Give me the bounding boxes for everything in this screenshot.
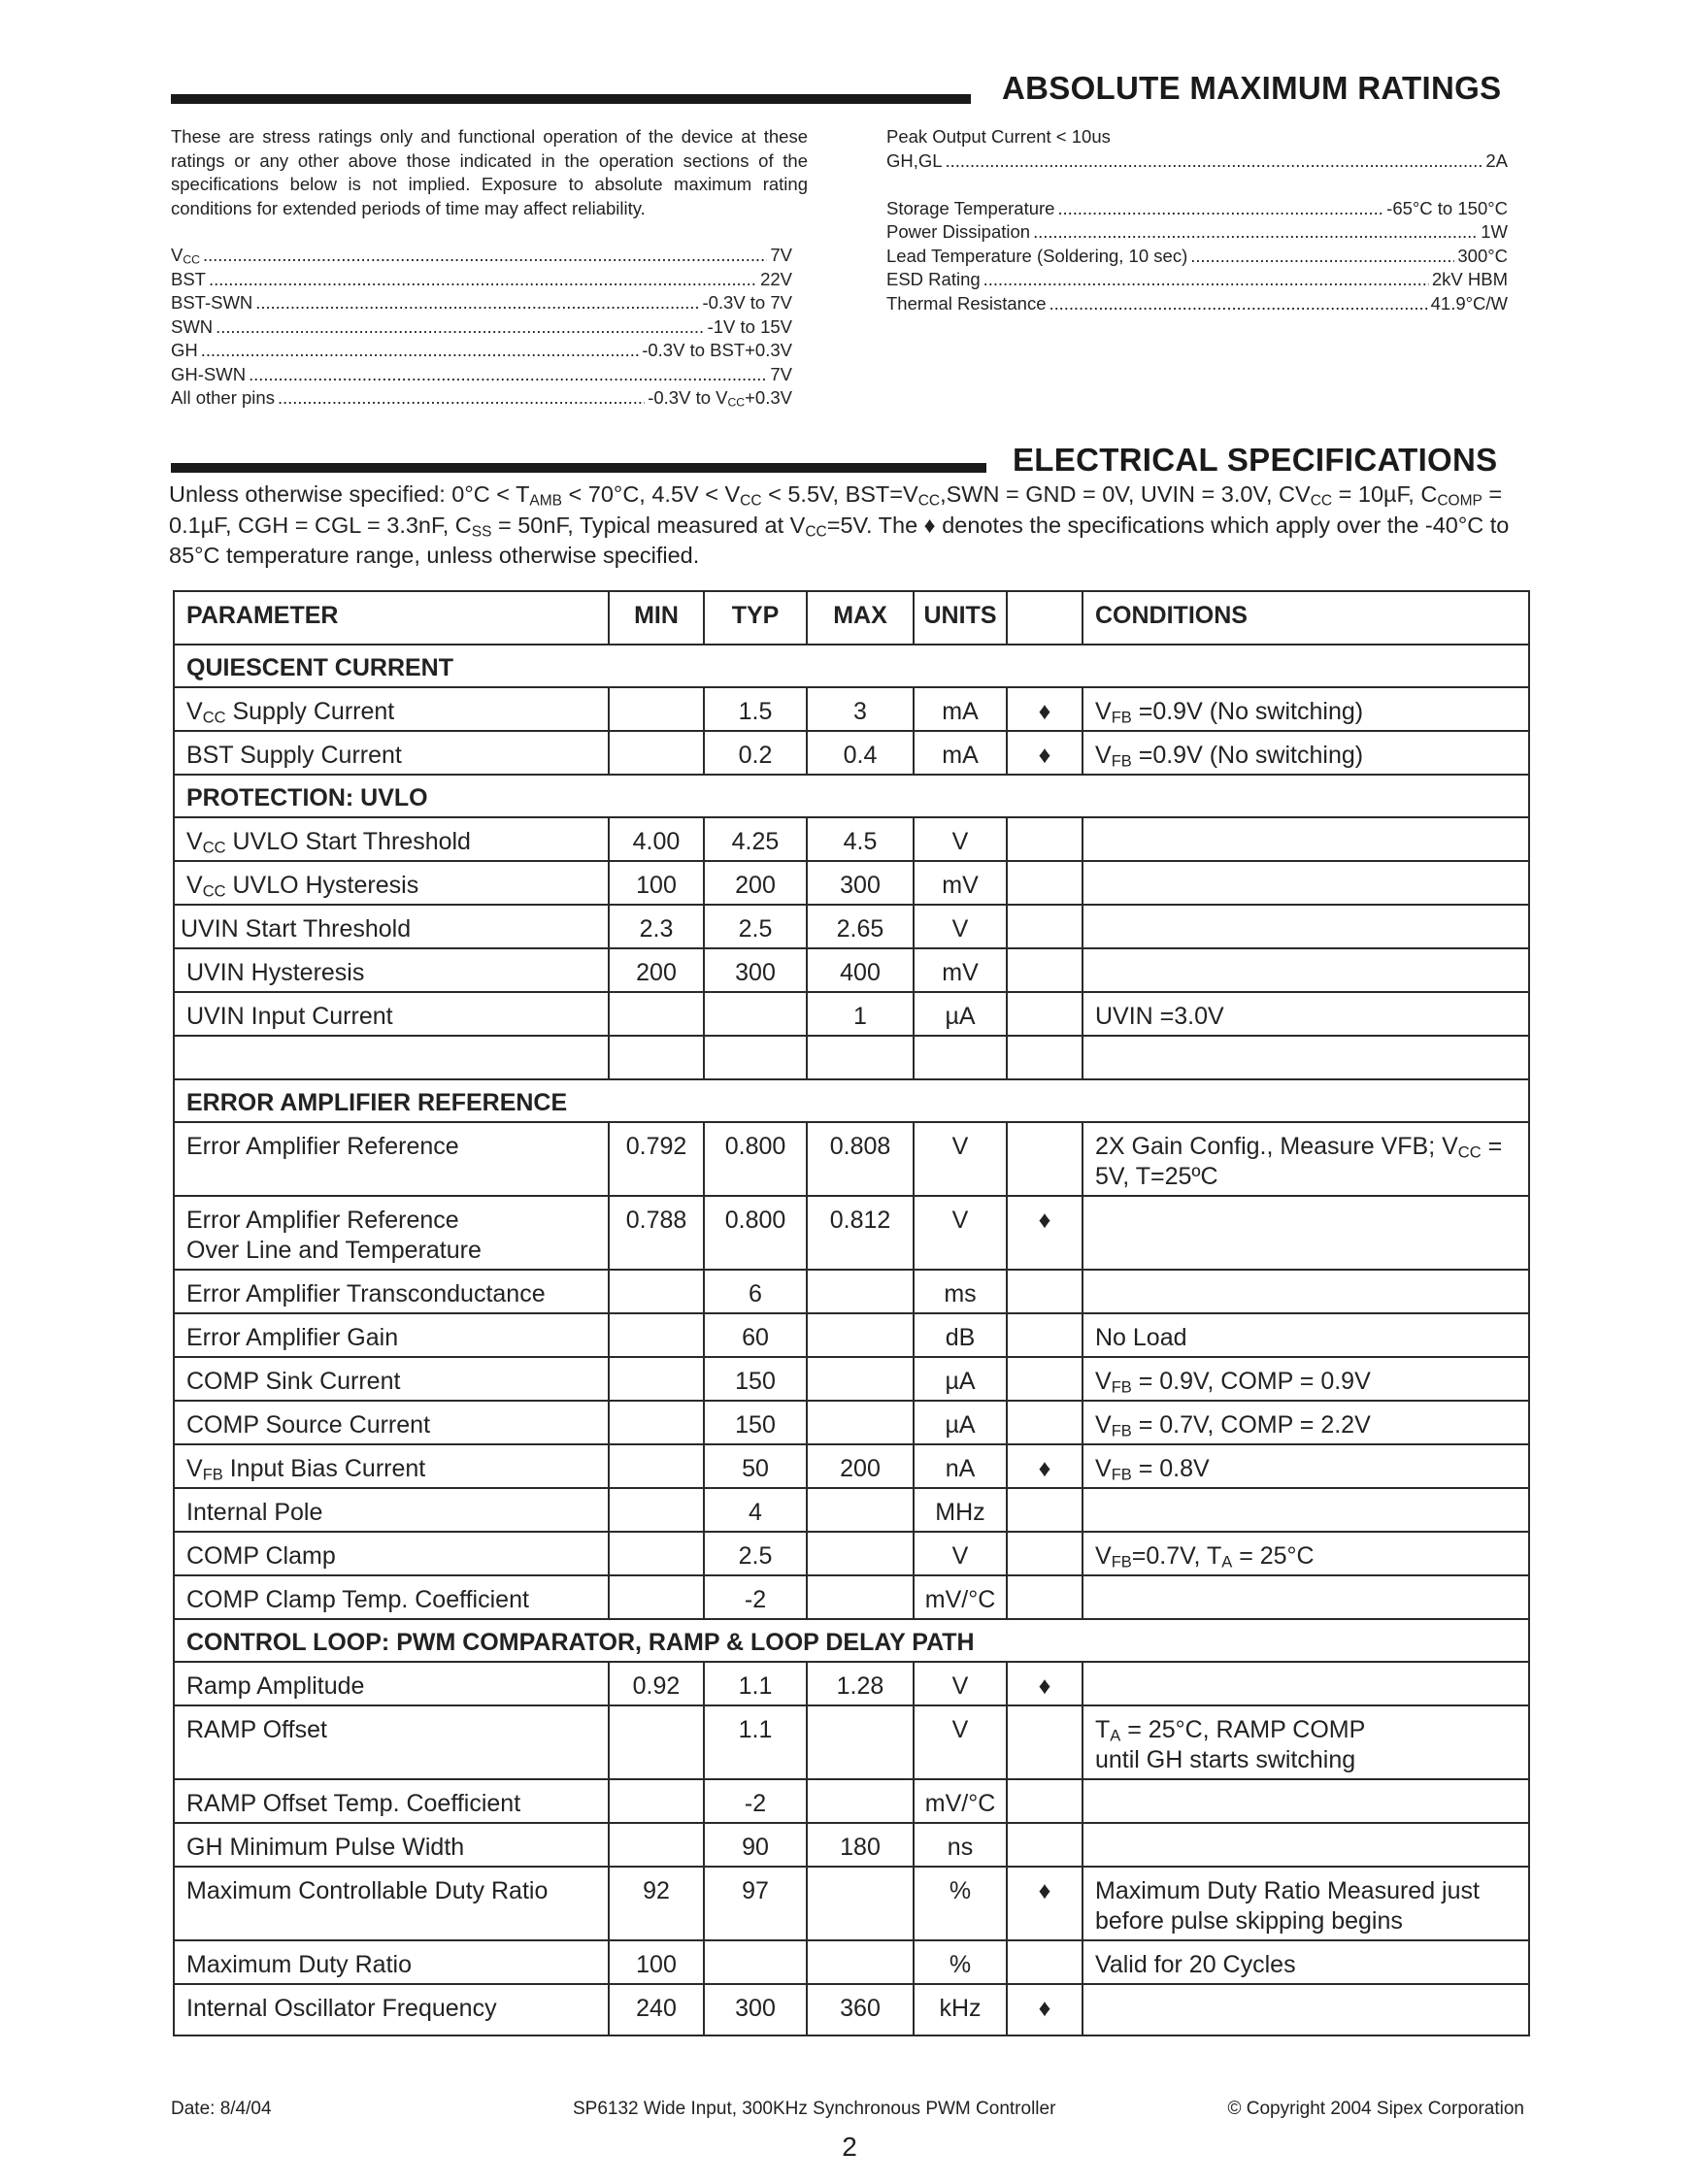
abs-max-title: ABSOLUTE MAXIMUM RATINGS bbox=[1002, 70, 1502, 106]
units-cell: V bbox=[914, 1532, 1007, 1575]
units-cell: kHz bbox=[914, 1984, 1007, 2035]
conditions-cell bbox=[1083, 1823, 1529, 1867]
min-cell bbox=[609, 1575, 704, 1619]
table-row bbox=[174, 1940, 1529, 1984]
conditions-cell: $V_{FB} =0.9V$ (No switching) bbox=[1083, 687, 1529, 731]
max-cell bbox=[807, 1575, 914, 1619]
table-section-row bbox=[174, 645, 1529, 687]
electrical-spec-table bbox=[173, 590, 1530, 2036]
page-number: 2 bbox=[842, 2132, 857, 2162]
abs-max-left-list bbox=[171, 244, 792, 411]
max-cell: 0.4 bbox=[807, 731, 914, 775]
temp-range-mark bbox=[1007, 1036, 1083, 1079]
param-cell: GH Minimum Pulse Width bbox=[174, 1823, 609, 1867]
rating-value: -0.3V to BST+0.3V bbox=[642, 340, 792, 360]
abs-max-right-list bbox=[886, 125, 1508, 315]
temp-range-mark: ♦ bbox=[1007, 1662, 1083, 1705]
min-cell bbox=[609, 1401, 704, 1444]
elec-header-rule bbox=[171, 463, 986, 473]
abs-max-row bbox=[886, 268, 1508, 292]
min-cell: 100 bbox=[609, 1940, 704, 1984]
col-header-min: MIN bbox=[609, 591, 704, 645]
param-cell: UVIN Hysteresis bbox=[174, 948, 609, 992]
max-cell: 180 bbox=[807, 1823, 914, 1867]
units-cell: dB bbox=[914, 1313, 1007, 1357]
units-cell: mV bbox=[914, 861, 1007, 905]
max-cell: 0.808 bbox=[807, 1122, 914, 1196]
temp-range-mark bbox=[1007, 1532, 1083, 1575]
param-cell: Error Amplifier Transconductance bbox=[174, 1270, 609, 1313]
max-cell bbox=[807, 1779, 914, 1823]
units-cell: V bbox=[914, 1122, 1007, 1196]
typ-cell: 1.1 bbox=[704, 1705, 807, 1779]
temp-range-mark bbox=[1007, 1823, 1083, 1867]
temp-range-mark bbox=[1007, 1313, 1083, 1357]
table-row bbox=[174, 1488, 1529, 1532]
units-cell: mA bbox=[914, 687, 1007, 731]
abs-max-row bbox=[886, 245, 1508, 269]
min-cell bbox=[609, 1270, 704, 1313]
param-cell: Maximum Controllable Duty Ratio bbox=[174, 1867, 609, 1940]
conditions-cell bbox=[1083, 905, 1529, 948]
conditions-cell bbox=[1083, 1662, 1529, 1705]
max-cell bbox=[807, 1867, 914, 1940]
max-cell: 400 bbox=[807, 948, 914, 992]
max-cell bbox=[807, 1401, 914, 1444]
conditions-cell: 2X Gain Config., Measure VFB; $V_{CC} = 5V$, T=25ºC bbox=[1083, 1122, 1529, 1196]
temp-range-mark bbox=[1007, 1401, 1083, 1444]
typ-cell: -2 bbox=[704, 1779, 807, 1823]
max-cell bbox=[807, 1488, 914, 1532]
conditions-cell: $V_{FB} = 0.9V$, COMP = 0.9V bbox=[1083, 1357, 1529, 1401]
col-header-conditions: CONDITIONS bbox=[1083, 591, 1529, 645]
conditions-cell bbox=[1083, 817, 1529, 861]
table-row bbox=[174, 1122, 1529, 1196]
conditions-cell: $V_{FB} = 0.8V$ bbox=[1083, 1444, 1529, 1488]
max-cell: 300 bbox=[807, 861, 914, 905]
conditions-cell: $V_{FB} =0.9V$ (No switching) bbox=[1083, 731, 1529, 775]
min-cell bbox=[609, 1779, 704, 1823]
param-cell: UVIN Start Threshold bbox=[174, 905, 609, 948]
max-cell: 1.28 bbox=[807, 1662, 914, 1705]
max-cell: 200 bbox=[807, 1444, 914, 1488]
param-cell: Error Amplifier Reference bbox=[174, 1122, 609, 1196]
abs-max-row bbox=[886, 292, 1508, 316]
units-cell: mV bbox=[914, 948, 1007, 992]
units-cell: µA bbox=[914, 1357, 1007, 1401]
table-row bbox=[174, 1779, 1529, 1823]
table-section-row bbox=[174, 775, 1529, 817]
rating-value: 300°C bbox=[1457, 245, 1508, 266]
units-cell: mV/°C bbox=[914, 1575, 1007, 1619]
abs-max-row bbox=[171, 291, 792, 315]
conditions-cell: No Load bbox=[1083, 1313, 1529, 1357]
max-cell bbox=[807, 1705, 914, 1779]
param-cell bbox=[174, 1036, 609, 1079]
conditions-cell: $V_{FB} = 0.7V$, COMP = 2.2V bbox=[1083, 1401, 1529, 1444]
conditions-cell: Maximum Duty Ratio Measured just before pulse skipping begins bbox=[1083, 1867, 1529, 1940]
param-cell: Maximum Duty Ratio bbox=[174, 1940, 609, 1984]
min-cell: 240 bbox=[609, 1984, 704, 2035]
min-cell: 2.3 bbox=[609, 905, 704, 948]
rating-value: 22V bbox=[760, 268, 792, 289]
min-cell bbox=[609, 1444, 704, 1488]
temp-range-mark: ♦ bbox=[1007, 1196, 1083, 1270]
temp-range-mark bbox=[1007, 861, 1083, 905]
leader-dots bbox=[1190, 245, 1454, 269]
section-title: CONTROL LOOP: PWM COMPARATOR, RAMP & LOOP DELAY PATH bbox=[174, 1619, 1529, 1662]
table-row bbox=[174, 1867, 1529, 1940]
section-title: PROTECTION: UVLO bbox=[174, 775, 1529, 817]
rating-label: BST bbox=[171, 268, 206, 289]
conditions-cell: Valid for 20 Cycles bbox=[1083, 1940, 1529, 1984]
leader-dots bbox=[946, 149, 1483, 174]
table-row bbox=[174, 817, 1529, 861]
units-cell: MHz bbox=[914, 1488, 1007, 1532]
max-cell: 1 bbox=[807, 992, 914, 1036]
footer-copyright: © Copyright 2004 Sipex Corporation bbox=[1227, 2099, 1524, 2119]
units-cell: % bbox=[914, 1867, 1007, 1940]
table-row bbox=[174, 1662, 1529, 1705]
leader-dots bbox=[249, 363, 767, 387]
table-row bbox=[174, 1036, 1529, 1079]
leader-dots bbox=[216, 315, 704, 340]
min-cell bbox=[609, 1313, 704, 1357]
temp-range-mark bbox=[1007, 1779, 1083, 1823]
param-cell: RAMP Offset bbox=[174, 1705, 609, 1779]
min-cell: 0.788 bbox=[609, 1196, 704, 1270]
rating-label: BST-SWN bbox=[171, 292, 253, 313]
temp-range-mark bbox=[1007, 992, 1083, 1036]
rating-label: Thermal Resistance bbox=[886, 292, 1047, 314]
rating-value: 2A bbox=[1485, 149, 1508, 171]
rating-value: -1V to 15V bbox=[707, 315, 792, 337]
min-cell bbox=[609, 687, 704, 731]
min-cell: 100 bbox=[609, 861, 704, 905]
typ-cell: 6 bbox=[704, 1270, 807, 1313]
table-row bbox=[174, 1270, 1529, 1313]
min-cell bbox=[609, 1036, 704, 1079]
conditions-cell bbox=[1083, 1488, 1529, 1532]
leader-dots bbox=[201, 339, 639, 363]
units-cell: V bbox=[914, 1662, 1007, 1705]
rating-value: -65°C to 150°C bbox=[1386, 197, 1508, 218]
table-row bbox=[174, 1532, 1529, 1575]
typ-cell bbox=[704, 992, 807, 1036]
max-cell bbox=[807, 1313, 914, 1357]
typ-cell: 0.800 bbox=[704, 1196, 807, 1270]
units-cell: µA bbox=[914, 1401, 1007, 1444]
max-cell: 360 bbox=[807, 1984, 914, 2035]
max-cell: 2.65 bbox=[807, 905, 914, 948]
min-cell bbox=[609, 731, 704, 775]
abs-max-row bbox=[886, 220, 1508, 245]
table-header-row bbox=[174, 591, 1529, 645]
table-row bbox=[174, 992, 1529, 1036]
typ-cell: 4.25 bbox=[704, 817, 807, 861]
abs-max-row bbox=[171, 244, 792, 268]
typ-cell: 150 bbox=[704, 1357, 807, 1401]
units-cell: V bbox=[914, 1196, 1007, 1270]
rating-label: GH,GL bbox=[886, 149, 943, 171]
units-cell: µA bbox=[914, 992, 1007, 1036]
footer-date: Date: 8/4/04 bbox=[171, 2099, 272, 2119]
typ-cell: 2.5 bbox=[704, 905, 807, 948]
min-cell bbox=[609, 1823, 704, 1867]
table-row bbox=[174, 1401, 1529, 1444]
table-row bbox=[174, 1823, 1529, 1867]
max-cell: 4.5 bbox=[807, 817, 914, 861]
table-row bbox=[174, 1705, 1529, 1779]
min-cell: 92 bbox=[609, 1867, 704, 1940]
rating-label: GH-SWN bbox=[171, 363, 247, 384]
units-cell: V bbox=[914, 1705, 1007, 1779]
typ-cell: 0.800 bbox=[704, 1122, 807, 1196]
col-header-parameter: PARAMETER bbox=[174, 591, 609, 645]
conditions-cell bbox=[1083, 1984, 1529, 2035]
temp-range-mark bbox=[1007, 1705, 1083, 1779]
test-conditions: Unless otherwise specified: $0^\circ C < T_{AMB} < 70^\circ C$, $4.5V < V_{CC} < 5.5V$, $BST=V_{CC},SWN$ = GND = 0V, UVIN = 3.0V, $CV_{CC} = 10\mu F$, $C_{COMP} = 0.1\mu F$, CGH = CGL = 3.3nF, $C_{SS} = 50nF$, Typical measured at $V_{CC}=5V$. The ♦ denotes the specifications which apply over the -40°C to 85°C temperature range, unless otherwise specified. bbox=[169, 481, 1510, 568]
min-cell bbox=[609, 1705, 704, 1779]
min-cell: 200 bbox=[609, 948, 704, 992]
table-row bbox=[174, 1444, 1529, 1488]
typ-cell: 1.5 bbox=[704, 687, 807, 731]
conditions-cell: UVIN =3.0V bbox=[1083, 992, 1529, 1036]
param-cell: COMP Source Current bbox=[174, 1401, 609, 1444]
rating-label: $V_{CC}$ bbox=[171, 245, 200, 267]
abs-max-row bbox=[171, 363, 792, 387]
max-cell: 0.812 bbox=[807, 1196, 914, 1270]
conditions-cell bbox=[1083, 1779, 1529, 1823]
abs-max-row bbox=[171, 268, 792, 292]
typ-cell: 50 bbox=[704, 1444, 807, 1488]
param-cell: BST Supply Current bbox=[174, 731, 609, 775]
elec-title: ELECTRICAL SPECIFICATIONS bbox=[1013, 442, 1498, 478]
max-cell bbox=[807, 1036, 914, 1079]
peak-current-heading: Peak Output Current < 10us bbox=[886, 126, 1111, 147]
max-cell bbox=[807, 1357, 914, 1401]
rating-value: -0.3V to $V_{CC}+0.3V$ bbox=[648, 387, 792, 410]
units-cell: ms bbox=[914, 1270, 1007, 1313]
typ-cell: 60 bbox=[704, 1313, 807, 1357]
max-cell bbox=[807, 1270, 914, 1313]
rating-value: 2kV HBM bbox=[1431, 269, 1508, 289]
rating-value: 7V bbox=[770, 363, 792, 384]
temp-range-mark bbox=[1007, 1488, 1083, 1532]
temp-range-mark bbox=[1007, 1122, 1083, 1196]
units-cell: mV/°C bbox=[914, 1779, 1007, 1823]
rating-label: GH bbox=[171, 340, 198, 360]
conditions-cell bbox=[1083, 1036, 1529, 1079]
units-cell bbox=[914, 1036, 1007, 1079]
abs-max-row bbox=[886, 197, 1508, 221]
param-cell: COMP Clamp bbox=[174, 1532, 609, 1575]
temp-range-mark: ♦ bbox=[1007, 1867, 1083, 1940]
min-cell: 0.92 bbox=[609, 1662, 704, 1705]
max-cell bbox=[807, 1532, 914, 1575]
rating-value: 41.9°C/W bbox=[1430, 292, 1508, 314]
col-header-max: MAX bbox=[807, 591, 914, 645]
max-cell: 3 bbox=[807, 687, 914, 731]
max-cell bbox=[807, 1940, 914, 1984]
min-cell bbox=[609, 1357, 704, 1401]
param-cell: Error Amplifier Reference Over Line and Temperature bbox=[174, 1196, 609, 1270]
conditions-cell: $V_{FB}=0.7V$, $T_A = 25^\circ C$ bbox=[1083, 1532, 1529, 1575]
temp-range-mark bbox=[1007, 1357, 1083, 1401]
param-cell: $V_{CC}$ Supply Current bbox=[174, 687, 609, 731]
spacer bbox=[886, 173, 1508, 197]
rating-label: Power Dissipation bbox=[886, 221, 1031, 242]
param-cell: COMP Clamp Temp. Coefficient bbox=[174, 1575, 609, 1619]
table-row bbox=[174, 1357, 1529, 1401]
typ-cell: 90 bbox=[704, 1823, 807, 1867]
section-title: ERROR AMPLIFIER REFERENCE bbox=[174, 1079, 1529, 1122]
typ-cell: -2 bbox=[704, 1575, 807, 1619]
min-cell bbox=[609, 1488, 704, 1532]
leader-dots bbox=[1057, 197, 1383, 221]
param-cell: $V_{CC}$ UVLO Start Threshold bbox=[174, 817, 609, 861]
abs-max-row bbox=[171, 315, 792, 340]
leader-dots bbox=[255, 291, 699, 315]
param-cell: COMP Sink Current bbox=[174, 1357, 609, 1401]
conditions-cell bbox=[1083, 948, 1529, 992]
typ-cell: 0.2 bbox=[704, 731, 807, 775]
rating-label: ESD Rating bbox=[886, 269, 981, 289]
footer-doc-title: SP6132 Wide Input, 300KHz Synchronous PWM Controller bbox=[573, 2099, 1056, 2119]
rating-value: 7V bbox=[770, 245, 792, 265]
typ-cell: 300 bbox=[704, 1984, 807, 2035]
col-header-mark bbox=[1007, 591, 1083, 645]
min-cell: 0.792 bbox=[609, 1122, 704, 1196]
table-row bbox=[174, 948, 1529, 992]
typ-cell: 200 bbox=[704, 861, 807, 905]
table-row bbox=[174, 731, 1529, 775]
temp-range-mark: ♦ bbox=[1007, 731, 1083, 775]
param-cell: Internal Oscillator Frequency bbox=[174, 1984, 609, 2035]
table-row bbox=[174, 861, 1529, 905]
typ-cell: 4 bbox=[704, 1488, 807, 1532]
param-cell: Error Amplifier Gain bbox=[174, 1313, 609, 1357]
temp-range-mark: ♦ bbox=[1007, 1984, 1083, 2035]
table-row bbox=[174, 1313, 1529, 1357]
conditions-cell bbox=[1083, 1196, 1529, 1270]
leader-dots bbox=[983, 268, 1429, 292]
abs-max-row bbox=[171, 339, 792, 363]
units-cell: ns bbox=[914, 1823, 1007, 1867]
typ-cell: 300 bbox=[704, 948, 807, 992]
abs-max-row bbox=[171, 386, 792, 411]
table-row bbox=[174, 1575, 1529, 1619]
conditions-cell: $T_A = 25^\circ C$, RAMP COMP until GH starts switching bbox=[1083, 1705, 1529, 1779]
abs-max-intro: These are stress ratings only and functional operation of the device at these ratings or any other above those indicated in the operation sections of the specifications below is not implied. Exposure to absolute maximum rating conditions for extended periods of time may affect reliability. bbox=[171, 126, 808, 218]
units-cell: mA bbox=[914, 731, 1007, 775]
rating-label: Lead Temperature (Soldering, 10 sec) bbox=[886, 245, 1188, 266]
table-row bbox=[174, 1984, 1529, 2035]
units-cell: % bbox=[914, 1940, 1007, 1984]
table-section-row bbox=[174, 1619, 1529, 1662]
leader-dots bbox=[203, 244, 767, 268]
col-header-typ: TYP bbox=[704, 591, 807, 645]
typ-cell: 150 bbox=[704, 1401, 807, 1444]
units-cell: nA bbox=[914, 1444, 1007, 1488]
param-cell: Ramp Amplitude bbox=[174, 1662, 609, 1705]
rating-value: 1W bbox=[1481, 221, 1508, 242]
temp-range-mark bbox=[1007, 817, 1083, 861]
leader-dots bbox=[1049, 292, 1428, 316]
typ-cell: 1.1 bbox=[704, 1662, 807, 1705]
temp-range-mark bbox=[1007, 948, 1083, 992]
col-header-units: UNITS bbox=[914, 591, 1007, 645]
section-title: QUIESCENT CURRENT bbox=[174, 645, 1529, 687]
temp-range-mark bbox=[1007, 1575, 1083, 1619]
param-cell: $V_{FB}$ Input Bias Current bbox=[174, 1444, 609, 1488]
param-cell: Internal Pole bbox=[174, 1488, 609, 1532]
conditions-cell bbox=[1083, 861, 1529, 905]
temp-range-mark: ♦ bbox=[1007, 1444, 1083, 1488]
min-cell bbox=[609, 992, 704, 1036]
param-cell: RAMP Offset Temp. Coefficient bbox=[174, 1779, 609, 1823]
conditions-cell bbox=[1083, 1270, 1529, 1313]
units-cell: V bbox=[914, 817, 1007, 861]
min-cell: 4.00 bbox=[609, 817, 704, 861]
param-cell: UVIN Input Current bbox=[174, 992, 609, 1036]
temp-range-mark: ♦ bbox=[1007, 687, 1083, 731]
rating-label: SWN bbox=[171, 315, 214, 337]
leader-dots bbox=[209, 268, 757, 292]
units-cell: V bbox=[914, 905, 1007, 948]
conditions-cell bbox=[1083, 1575, 1529, 1619]
table-row bbox=[174, 1196, 1529, 1270]
rating-value: -0.3V to 7V bbox=[702, 292, 792, 313]
abs-max-header-rule bbox=[171, 94, 971, 104]
typ-cell bbox=[704, 1940, 807, 1984]
rating-label: All other pins bbox=[171, 387, 275, 408]
typ-cell bbox=[704, 1036, 807, 1079]
leader-dots bbox=[1033, 220, 1478, 245]
temp-range-mark bbox=[1007, 905, 1083, 948]
abs-max-row bbox=[886, 149, 1508, 174]
table-row bbox=[174, 687, 1529, 731]
temp-range-mark bbox=[1007, 1940, 1083, 1984]
table-row bbox=[174, 905, 1529, 948]
leader-dots bbox=[278, 386, 645, 411]
temp-range-mark bbox=[1007, 1270, 1083, 1313]
typ-cell: 97 bbox=[704, 1867, 807, 1940]
table-section-row bbox=[174, 1079, 1529, 1122]
typ-cell: 2.5 bbox=[704, 1532, 807, 1575]
param-cell: $V_{CC}$ UVLO Hysteresis bbox=[174, 861, 609, 905]
min-cell bbox=[609, 1532, 704, 1575]
rating-label: Storage Temperature bbox=[886, 197, 1055, 218]
